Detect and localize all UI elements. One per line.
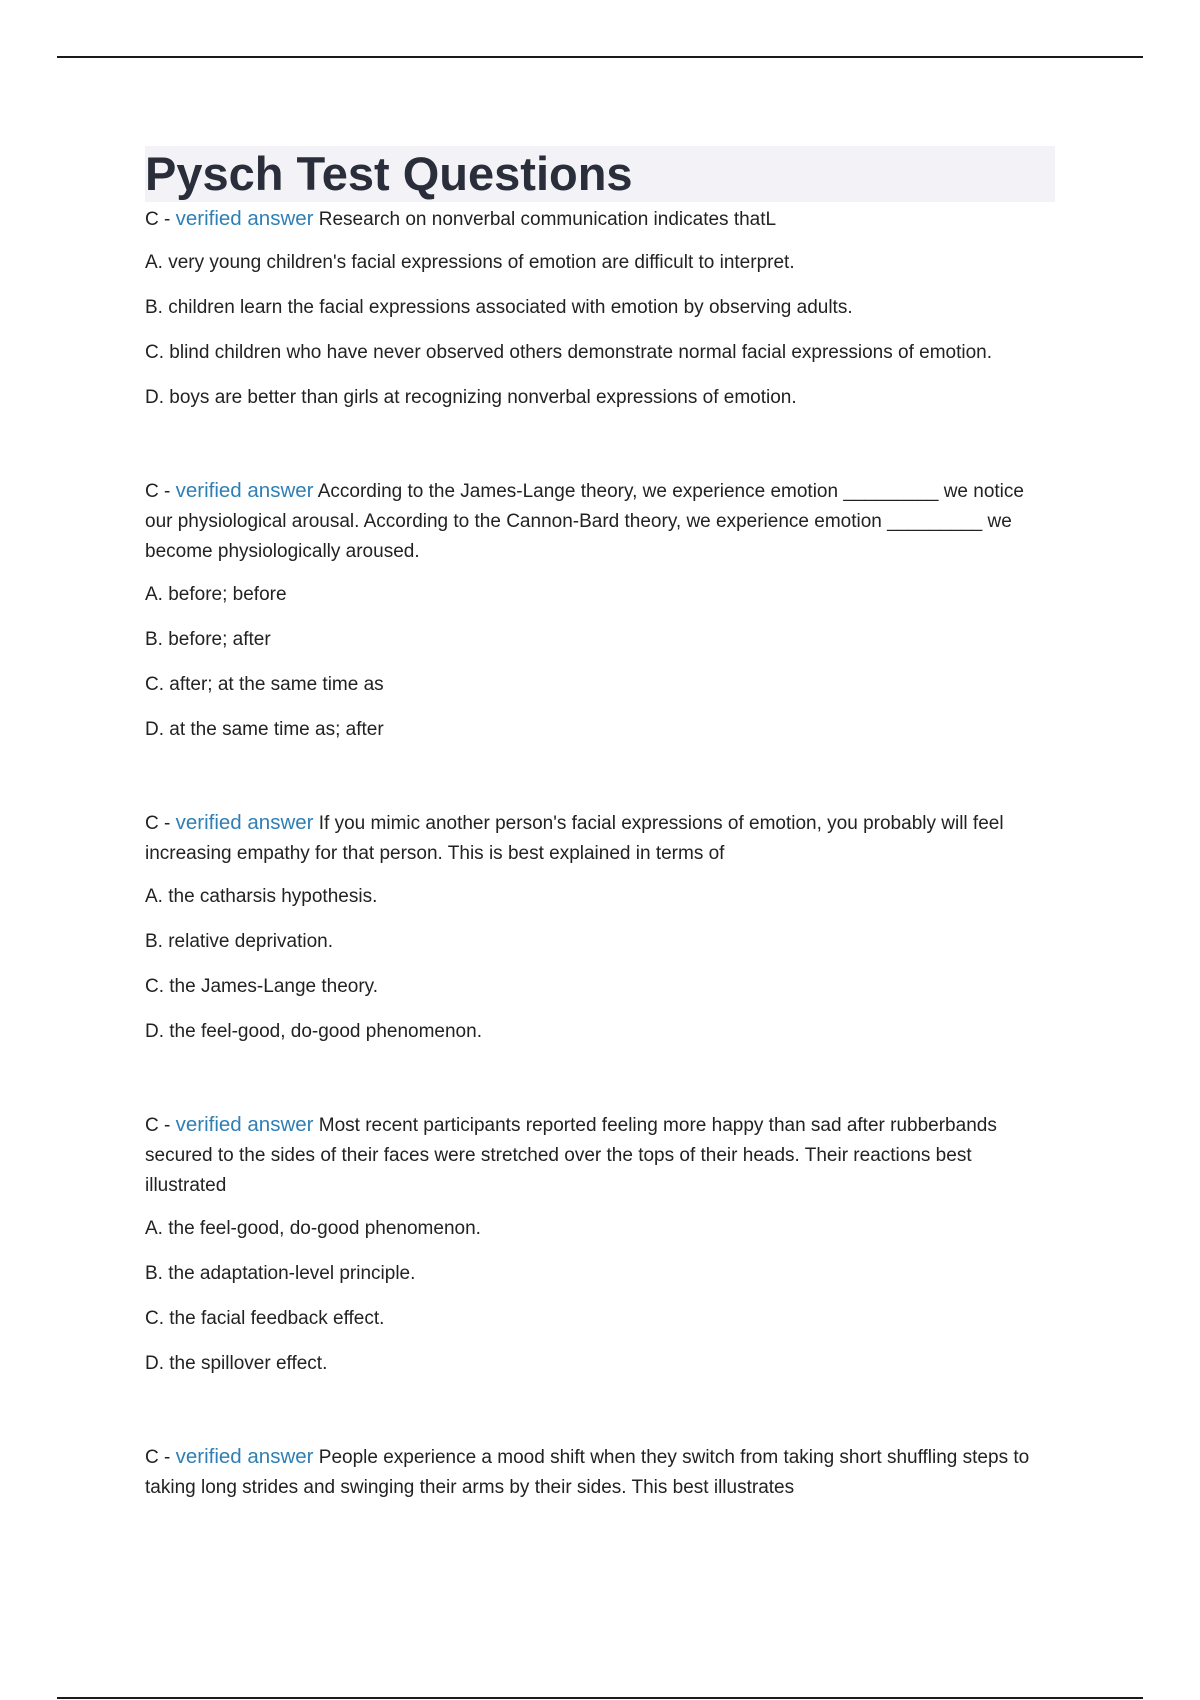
top-rule	[57, 56, 1143, 58]
option-a: A. very young children's facial expressions of emotion are difficult to interpret.	[145, 252, 795, 273]
question-text: According to the James-Lange theory, we experience emotion _________ we notice our physiological arousal. According to the Cannon-Bard theory, we experience emotion _________ we become physiologically aroused.	[145, 481, 1024, 562]
question-block-1	[145, 204, 1055, 413]
verified-answer-label: verified answer	[175, 1113, 314, 1136]
question-1	[145, 204, 1055, 235]
question-text: Most recent participants reported feeling more happy than sad after rubberbands secured to the sides of their faces were stretched over the tops of their heads. Their reactions best illustrated	[145, 1115, 997, 1196]
question-text: Research on nonverbal communication indicates thatL	[318, 209, 777, 230]
option-c: C. blind children who have never observed others demonstrate normal facial expressions of emotion.	[145, 342, 993, 363]
document-body	[145, 146, 1055, 1566]
option-b: B. before; after	[145, 629, 271, 650]
option-d: D. the spillover effect.	[145, 1353, 328, 1374]
option-d: D. the feel-good, do-good phenomenon.	[145, 1021, 482, 1042]
question-2	[145, 476, 1055, 567]
option-d: D. at the same time as; after	[145, 719, 384, 740]
question-block-2	[145, 476, 1055, 745]
question-block-5	[145, 1442, 1055, 1503]
option-b: B. children learn the facial expressions associated with emotion by observing adults.	[145, 297, 853, 318]
verified-answer-label: verified answer	[175, 811, 314, 834]
answer-prefix: C -	[145, 1115, 176, 1136]
option-a: A. the catharsis hypothesis.	[145, 886, 378, 907]
verified-answer-label: verified answer	[175, 1445, 314, 1468]
question-5	[145, 1442, 1055, 1503]
answer-prefix: C -	[145, 209, 176, 230]
page-title: Pysch Test Questions	[145, 147, 633, 200]
option-a: A. the feel-good, do-good phenomenon.	[145, 1218, 481, 1239]
question-text: People experience a mood shift when they switch from taking short shuffling steps to taking long strides and swinging their arms by their sides. This best illustrates	[145, 1447, 1030, 1498]
question-4	[145, 1110, 1055, 1201]
answer-prefix: C -	[145, 481, 176, 502]
option-c: C. the James-Lange theory.	[145, 976, 379, 997]
verified-answer-label: verified answer	[175, 479, 314, 502]
question-block-3	[145, 808, 1055, 1047]
option-b: B. the adaptation-level principle.	[145, 1263, 416, 1284]
bottom-rule	[57, 1697, 1143, 1699]
question-3	[145, 808, 1055, 869]
answer-prefix: C -	[145, 1447, 176, 1468]
verified-answer-label: verified answer	[175, 207, 314, 230]
option-d: D. boys are better than girls at recognizing nonverbal expressions of emotion.	[145, 387, 797, 408]
option-a: A. before; before	[145, 584, 287, 605]
option-c: C. the facial feedback effect.	[145, 1308, 385, 1329]
option-c: C. after; at the same time as	[145, 674, 384, 695]
option-b: B. relative deprivation.	[145, 931, 333, 952]
title-band	[145, 146, 1055, 202]
answer-prefix: C -	[145, 813, 176, 834]
question-block-4	[145, 1110, 1055, 1379]
question-text: If you mimic another person's facial expressions of emotion, you probably will feel increasing empathy for that person. This is best explained in terms of	[145, 813, 1004, 864]
